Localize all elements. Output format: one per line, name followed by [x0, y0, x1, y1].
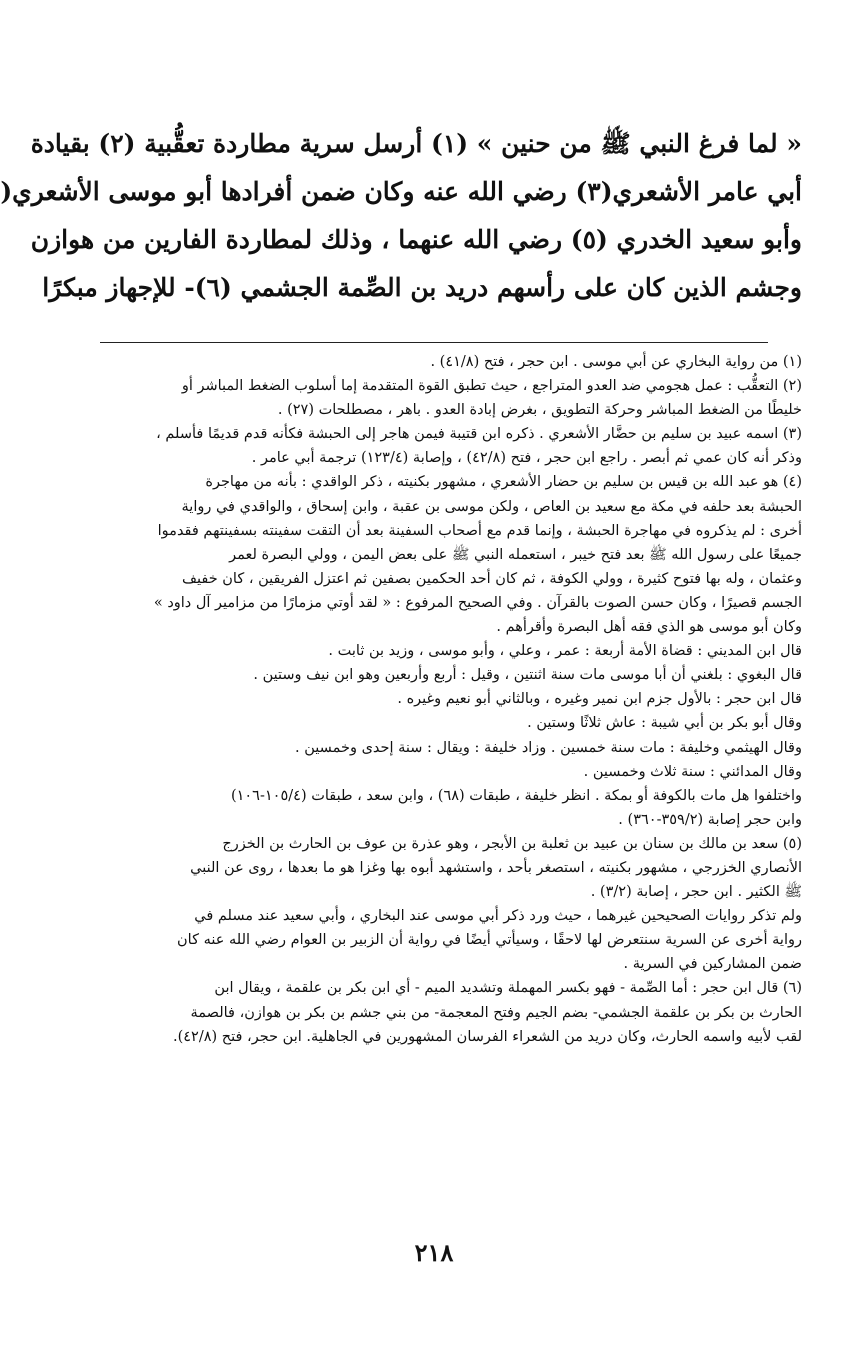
footnote-separator: [100, 342, 768, 343]
footnote-line: الحبشة بعد حلفه في مكة مع سعيد بن العاص ، ولكن موسى بن عقبة ، وابن إسحاق ، والواقدي في رواية: [181, 498, 802, 515]
footnote-line: ضمن المشاركين في السرية .: [623, 956, 802, 973]
footnote-line: (٦) قال ابن حجر : أما الصِّمة - فهو بكسر المهملة وتشديد الميم - أي ابن بكر بن علقمة ، ويقال ابن: [214, 980, 802, 997]
footnote-line: جميعًا على رسول الله ﷺ بعد فتح خيبر ، استعمله النبي ﷺ على بعض اليمن ، وولي البصرة لعمر: [229, 546, 802, 563]
footnote-line: قال ابن المديني : قضاة الأمة أربعة : عمر ، وعلي ، وأبو موسى ، وزيد بن ثابت .: [328, 643, 802, 660]
footnote-line: (٢) التعقُّب : عمل هجومي ضد العدو المتراجع ، حيث تطبق القوة المتقدمة إما أسلوب الضغط المباشر أو: [181, 378, 802, 395]
footnote-line: وقال المدائني : سنة ثلاث وخمسين .: [583, 763, 802, 780]
footnote-line: قال ابن حجر : بالأول جزم ابن نمير وغيره ، وبالثاني أبو نعيم وغيره .: [397, 691, 802, 708]
footnote-line: (٤) هو عبد الله بن قيس بن سليم بن حضار الأشعري ، مشهور بكنيته ، ذكر الواقدي : بأنه من مهاجرة: [205, 474, 802, 491]
footnote-line: وابن حجر إصابة (٣٥٩/٢-٣٦٠) .: [618, 811, 802, 828]
footnote-line: (٥) سعد بن مالك بن سنان بن عبيد بن ثعلبة بن الأبجر ، وهو عذرة بن عوف بن الحارث بن الخزرج: [222, 835, 802, 852]
footnote-line: الحارث بن بكر بن علقمة الجشمي- بضم الجيم وفتح المعجمة- من بني جشم بن بكر بن هوازن، فالصمة: [190, 1004, 802, 1021]
footnote-line: قال البغوي : بلغني أن أبا موسى مات سنة اثنتين ، وقيل : أربع وأربعين وهو ابن نيف وستين .: [253, 667, 802, 684]
main-line: « لما فرغ النبي ﷺ من حنين » (١) أرسل سرية مطاردة تعقُّبية (٢) بقيادة: [30, 129, 802, 158]
footnote-line: ﷺ الكثير . ابن حجر ، إصابة (٣/٢) .: [590, 884, 802, 901]
page-number: ٢١٨: [414, 1238, 454, 1267]
footnote-line: أخرى : لم يذكروه في مهاجرة الحبشة ، وإنما قدم مع أصحاب السفينة بعد أن التقت سفينته بسفينتهم فقدموا: [157, 522, 802, 539]
footnote-line: لقب لأبيه واسمه الحارث، وكان دريد من الشعراء الفرسان المشهورين في الجاهلية. ابن حجر، فتح (٤٢/٨).: [172, 1028, 802, 1045]
main-line: أبي عامر الأشعري(٣) رضي الله عنه وكان ضمن أفرادها أبو موسى الأشعري(: [0, 177, 802, 206]
footnote-line: (١) من رواية البخاري عن أبي موسى . ابن حجر ، فتح (٤١/٨) .: [430, 354, 802, 370]
footnote-line: الجسم قصيرًا ، وكان حسن الصوت بالقرآن . وفي الصحيح المرفوع : « لقد أوتي مزمارًا من مزامير آل داود »: [153, 594, 802, 611]
footnote-line: رواية أخرى عن السرية سنتعرض لها لاحقًا ، وسيأتي أيضًا في رواية أن الزبير بن العوام رضي الله عنه كان: [177, 932, 802, 949]
footnote-line: وقال الهيثمي وخليفة : مات سنة خمسين . وزاد خليفة : ويقال : سنة إحدى وخمسين .: [295, 739, 802, 756]
footnote-line: خليطًا من الضغط المباشر وحركة التطويق ، بغرض إبادة العدو . باهر ، مصطلحات (٢٧) .: [277, 402, 802, 419]
footnote-line: واختلفوا هل مات بالكوفة أو بمكة . انظر خليفة ، طبقات (٦٨) ، وابن سعد ، طبقات (١٠٥/٤-١٠٦): [230, 787, 802, 804]
footnote-line: الأنصاري الخزرجي ، مشهور بكنيته ، استصغر بأحد ، واستشهد أبوه بها وغزا هو ما بعدها ، روى عن النبي: [190, 859, 802, 876]
footnote-line: ولم تذكر روايات الصحيحين غيرهما ، حيث ورد ذكر أبي موسى عند البخاري ، وأبي سعيد عند مسلم في: [194, 908, 802, 925]
footnote-line: وعثمان ، وله بها فتوح كثيرة ، وولي الكوفة ، ثم كان أحد الحكمين بصفين ثم اعتزل الفريقين ، كان خفيف: [181, 570, 802, 587]
main-line: وجشم الذين كان على رأسهم دريد بن الصِّمة الجشمي (٦)- للإجهاز مبكرًا: [42, 273, 802, 302]
footnote-line: وكان أبو موسى هو الذي فقه أهل البصرة وأقرأهم .: [496, 619, 802, 636]
footnote-line: وذكر أنه كان عمي ثم أبصر . راجع ابن حجر ، فتح (٤٢/٨) ، وإصابة (١٢٣/٤) ترجمة أبي عامر .: [251, 450, 802, 467]
main-line: وأبو سعيد الخدري (٥) رضي الله عنهما ، وذلك لمطاردة الفارين من هوازن: [30, 225, 802, 254]
footnotes: [62, 350, 802, 1049]
main-paragraph: [0, 120, 802, 312]
footnote-line: (٣) اسمه عبيد بن سليم بن حضَّار الأشعري . ذكره ابن قتيبة فيمن هاجر إلى الحبشة فكأنه قدم قديمًا فأسلم ،: [156, 426, 802, 443]
footnote-line: وقال أبو بكر بن أبي شيبة : عاش ثلاثًا وستين .: [527, 715, 802, 732]
